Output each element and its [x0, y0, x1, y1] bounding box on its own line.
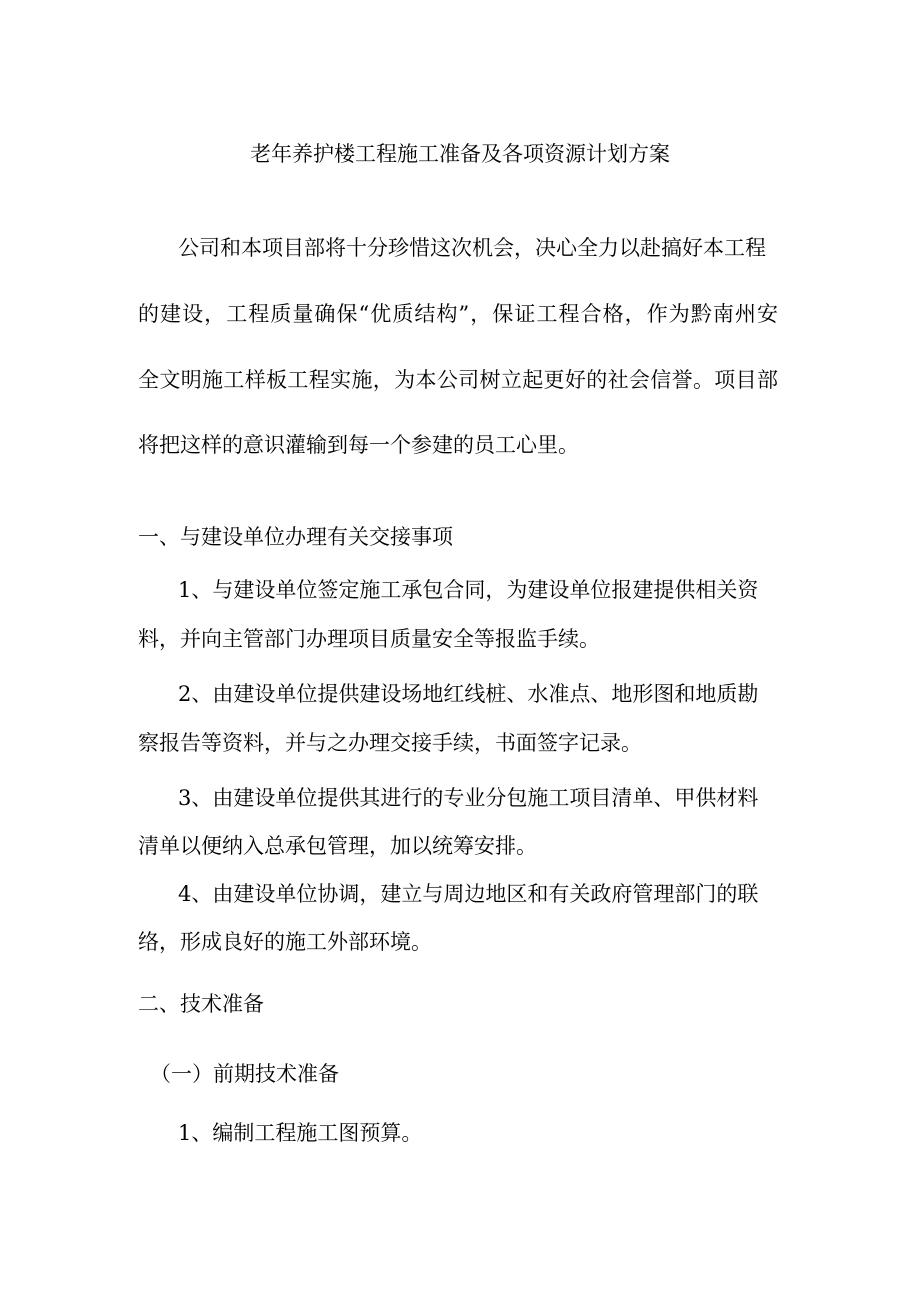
section-1-item-2-line-1: 2、由建设单位提供建设场地红线桩、水准点、地形图和地质勘	[178, 682, 759, 706]
document-title: 老年养护楼工程施工准备及各项资源计划方案	[250, 142, 670, 166]
section-2-heading: 二、技术准备	[138, 992, 264, 1016]
intro-line-2: 的建设，工程质量确保“优质结构”，保证工程合格，作为黔南州安	[138, 302, 778, 326]
section-1-item-4-line-2: 络，形成良好的施工外部环境。	[138, 930, 432, 954]
intro-line-3: 全文明施工样板工程实施，为本公司树立起更好的社会信誉。项目部	[138, 368, 778, 392]
section-1-item-1-line-1: 1、与建设单位签定施工承包合同，为建设单位报建提供相关资	[178, 578, 759, 602]
intro-line-1: 公司和本项目部将十分珍惜这次机会，决心全力以赴搞好本工程	[178, 236, 766, 260]
section-1-item-2-line-2: 察报告等资料，并与之办理交接手续，书面签字记录。	[138, 731, 642, 755]
section-1-item-4-line-1: 4、由建设单位协调，建立与周边地区和有关政府管理部门的联	[178, 882, 759, 906]
section-1-item-3-line-1: 3、由建设单位提供其进行的专业分包施工项目清单、甲供材料	[178, 786, 759, 810]
section-1-heading: 一、与建设单位办理有关交接事项	[138, 525, 453, 549]
section-2-subheading: （一）前期技术准备	[150, 1062, 339, 1086]
section-1-item-3-line-2: 清单以便纳入总承包管理，加以统筹安排。	[138, 834, 537, 858]
section-2-item-1: 1、编制工程施工图预算。	[178, 1121, 423, 1145]
section-1-item-1-line-2: 料，并向主管部门办理项目质量安全等报监手续。	[138, 627, 600, 651]
intro-line-4: 将把这样的意识灌输到每一个参建的员工心里。	[138, 433, 579, 457]
